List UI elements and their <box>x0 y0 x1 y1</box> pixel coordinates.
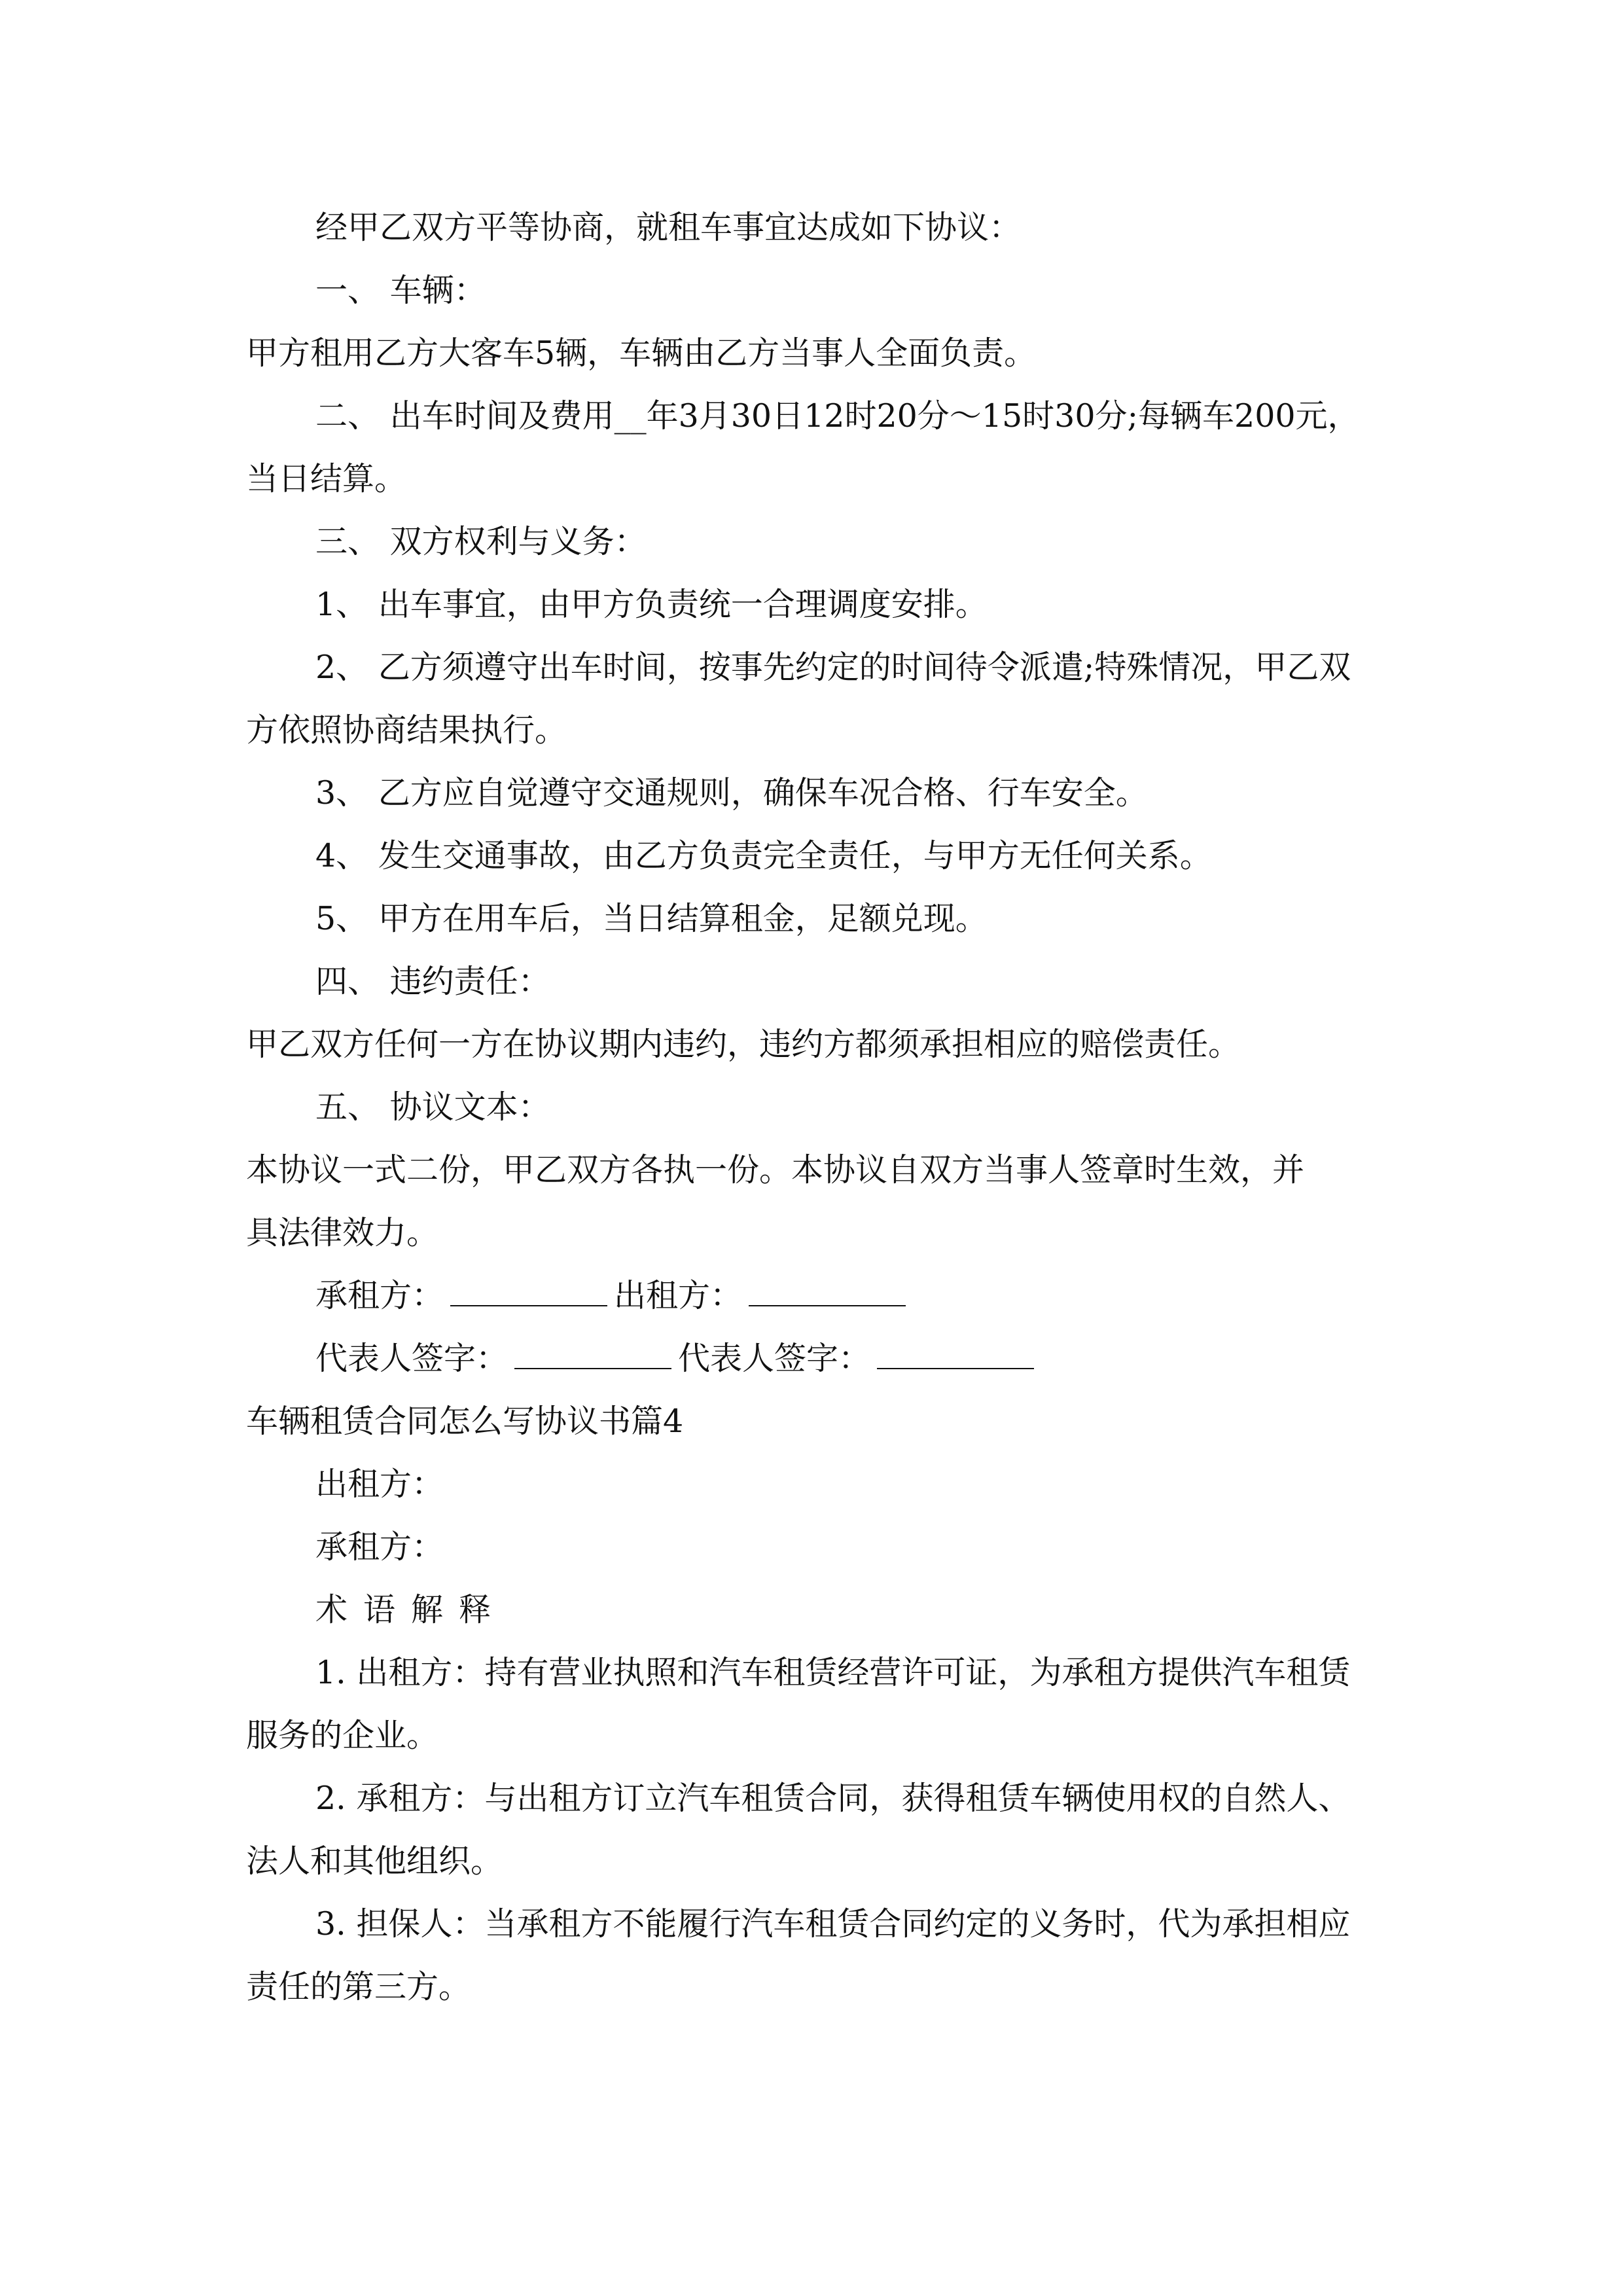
section4-lessor: 出租方： <box>315 1465 444 1503</box>
term-1: 1. 出租方：持有营业执照和汽车租赁经营许可证，为承租方提供汽车租赁 <box>315 1654 1351 1691</box>
text-paragraph: 本协议一式二份，甲乙双方各执一份。本协议自双方当事人签章时生效，并 <box>246 1151 1305 1189</box>
lessee-label: 承租方： <box>315 1277 444 1314</box>
rights-item-1: 1、 出车事宜，由甲方负责统一合理调度安排。 <box>315 586 988 623</box>
vehicle-paragraph: 甲方租用乙方大客车5辆，车辆由乙方当事人全面负责。 <box>246 334 1037 372</box>
term-3: 3. 担保人：当承租方不能履行汽车租赁合同约定的义务时，代为承担相应 <box>315 1905 1351 1943</box>
heading-vehicle: 一、 车辆： <box>315 272 486 309</box>
time-fee-paragraph: 二、 出车时间及费用__年3月30日12时20分～15时30分;每辆车200元， <box>315 397 1360 435</box>
term-2-cont: 法人和其他组织。 <box>246 1842 503 1880</box>
heading-liability: 四、 违约责任： <box>315 963 550 1000</box>
term-3-cont: 责任的第三方。 <box>246 1968 471 2005</box>
heading-rights: 三、 双方权利与义务： <box>315 523 647 560</box>
lessor-label: 出租方： <box>614 1277 743 1314</box>
rights-item-4: 4、 发生交通事故，由乙方负责完全责任，与甲方无任何关系。 <box>315 837 1212 874</box>
lessor-blank <box>749 1276 906 1306</box>
rights-item-2: 2、 乙方须遵守出车时间，按事先约定的时间待令派遣;特殊情况，甲乙双 <box>315 649 1351 686</box>
time-fee-paragraph-cont: 当日结算。 <box>246 460 407 497</box>
rights-item-5: 5、 甲方在用车后，当日结算租金，足额兑现。 <box>315 900 988 937</box>
intro-paragraph: 经甲乙双方平等协商，就租车事宜达成如下协议： <box>315 209 1022 246</box>
rights-item-3: 3、 乙方应自觉遵守交通规则，确保车况合格、行车安全。 <box>315 774 1148 812</box>
lessee-blank <box>450 1276 607 1306</box>
heading-text: 五、 协议文本： <box>315 1088 550 1126</box>
term-2: 2. 承租方：与出租方订立汽车租赁合同，获得租赁车辆使用权的自然人、 <box>315 1780 1351 1817</box>
signature-row-parties <box>315 1265 912 1327</box>
signature-row-reps <box>315 1327 1041 1390</box>
text-paragraph-cont: 具法律效力。 <box>246 1214 439 1251</box>
term-1-cont: 服务的企业。 <box>246 1717 439 1754</box>
rep-label-left: 代表人签字： <box>315 1340 508 1377</box>
liability-paragraph: 甲乙双方任何一方在协议期内违约，违约方都须承担相应的赔偿责任。 <box>246 1026 1241 1063</box>
terms-heading: 术语解释 <box>315 1591 507 1628</box>
rep-blank-left <box>514 1339 671 1369</box>
rights-item-2-cont: 方依照协商结果执行。 <box>246 711 567 749</box>
section4-title: 车辆租赁合同怎么写协议书篇4 <box>246 1403 684 1440</box>
rep-blank-right <box>877 1339 1034 1369</box>
section4-lessee: 承租方： <box>315 1528 444 1566</box>
rep-label-right: 代表人签字： <box>678 1340 871 1377</box>
